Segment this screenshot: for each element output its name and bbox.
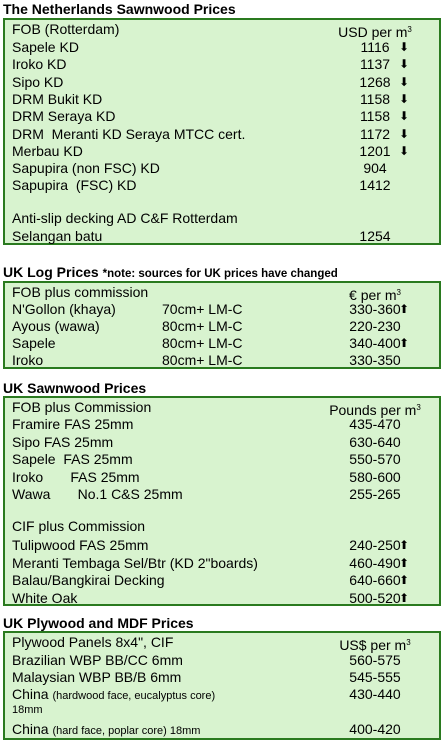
- nl-row-price: 1412: [359, 177, 391, 194]
- uksawn-row-name: Framire FAS 25mm: [12, 416, 134, 432]
- uklog-price-table: [3, 281, 441, 369]
- nl-row-name: Sapupira (FSC) KD: [12, 177, 137, 194]
- uksawn-cif-row: [5, 537, 439, 554]
- uklog-row-price: 330-360: [349, 301, 401, 317]
- uksawn-row-price: 435-470: [349, 416, 401, 432]
- arrow-up-icon: ⬆: [399, 555, 410, 570]
- uklog-row-spec: 80cm+ LM-C: [162, 318, 243, 334]
- nl-row-price: 1172: [359, 125, 391, 142]
- uklog-row-name: Sapele: [12, 335, 56, 351]
- ukply-row: [5, 669, 439, 686]
- uksawn-section-title: UK Sawnwood Prices: [3, 380, 147, 396]
- uksawn-price-table: [3, 396, 441, 606]
- uksawn-cif-row-price: 240-250: [349, 537, 401, 553]
- uksawn-header-right: Pounds per $m^3$: [329, 402, 421, 418]
- uklog-row: [5, 335, 439, 352]
- uklog-row-name: N'Gollon (khaya): [12, 301, 116, 317]
- uksawn-header-left: FOB plus Commission: [12, 399, 152, 415]
- arrow-down-icon: ⬇: [399, 126, 410, 141]
- nl-decking-label: Anti-slip decking AD C&F Rotterdam: [12, 210, 238, 226]
- nl-row-name: Sipo KD: [12, 73, 64, 90]
- ukply-china2-row: [5, 721, 439, 738]
- nl-row-price: 904: [363, 160, 387, 177]
- uksawn-row-name: Sapele FAS 25mm: [12, 451, 133, 467]
- uklog-row: [5, 301, 439, 318]
- ukply-row-price: 560-575: [349, 652, 401, 668]
- uklog-row-price: 220-230: [349, 318, 401, 334]
- uklog-row-spec: 80cm+ LM-C: [162, 352, 243, 368]
- ukply-header-left: Plywood Panels 8x4", CIF: [12, 634, 174, 650]
- uksawn-row-price: 255-265: [349, 486, 401, 502]
- nl-row-price: 1201: [359, 142, 391, 159]
- uksawn-row-name: Wawa No.1 C&S 25mm: [12, 486, 183, 502]
- arrow-up-icon: ⬆: [399, 538, 410, 552]
- nl-header-right: USD per $m^3$: [338, 24, 412, 40]
- nl-row: [5, 39, 439, 56]
- ukply-china2-name: China (hard face, poplar core) 18mm: [12, 721, 201, 737]
- nl-row-name: Sapupira (non FSC) KD: [12, 160, 160, 177]
- nl-header-left: FOB (Rotterdam): [12, 21, 120, 37]
- uksawn-cif-row: [5, 590, 439, 607]
- uksawn-row-name: Sipo FAS 25mm: [12, 433, 114, 450]
- uklog-header-right: € per $m^3$: [349, 287, 401, 303]
- arrow-down-icon: ⬇: [399, 74, 410, 89]
- uklog-row-name: Iroko: [12, 352, 44, 368]
- nl-row-name: Iroko KD: [12, 56, 67, 73]
- uksawn-row-name: Iroko FAS 25mm: [12, 468, 140, 485]
- ukply-china1-row: [5, 686, 439, 703]
- ukply-china1-price: 430-440: [349, 686, 401, 702]
- nl-row-name: DRM Seraya KD: [12, 108, 116, 125]
- uklog-row-spec: 80cm+ LM-C: [162, 335, 243, 351]
- arrow-up-icon: ⬆: [399, 302, 410, 316]
- uksawn-row-price: 580-600: [349, 468, 401, 485]
- uklog-row-spec: 70cm+ LM-C: [162, 301, 243, 317]
- uksawn-cif-row-name: Tulipwood FAS 25mm: [12, 537, 149, 553]
- arrow-up-icon: ⬆: [399, 573, 410, 587]
- uksawn-row: [5, 434, 439, 451]
- nl-row: [5, 74, 439, 91]
- ukply-china1-name: China (hardwood face, eucalyptus core): [12, 686, 216, 702]
- uksawn-row: [5, 451, 439, 468]
- uksawn-row: [5, 469, 439, 486]
- nl-row: [5, 56, 439, 73]
- uksawn-row-price: 550-570: [349, 451, 401, 467]
- nl-section-title: The Netherlands Sawnwood Prices: [3, 1, 236, 17]
- nl-row-price: 1268: [359, 73, 391, 90]
- ukply-row-name: Malaysian WBP BB/B 6mm: [12, 669, 182, 685]
- arrow-down-icon: ⬇: [399, 143, 410, 158]
- ukply-price-table: [3, 631, 441, 740]
- ukply-row-name: Brazilian WBP BB/CC 6mm: [12, 652, 183, 668]
- uksawn-cif-row: [5, 572, 439, 589]
- nl-row: [5, 126, 439, 143]
- arrow-down-icon: ⬇: [399, 40, 410, 54]
- nl-decking-name: Selangan batu: [12, 228, 103, 244]
- uksawn-row: [5, 416, 439, 433]
- nl-row-name: DRM Meranti KD Seraya MTCC cert.: [12, 125, 246, 142]
- uksawn-header-row: [5, 399, 439, 416]
- ukply-header-row: [5, 634, 439, 651]
- nl-row-price: 1158: [359, 90, 391, 107]
- uksawn-cif-row-price: 500-520: [349, 589, 401, 606]
- arrow-up-icon: ⬆: [399, 590, 410, 605]
- nl-row-price: 1137: [359, 56, 391, 73]
- uksawn-cif-row-name: White Oak: [12, 589, 78, 606]
- uksawn-row: [5, 486, 439, 503]
- arrow-down-icon: ⬇: [399, 91, 410, 106]
- ukply-row: [5, 652, 439, 669]
- uklog-row: [5, 318, 439, 335]
- nl-decking-row: [5, 228, 439, 245]
- nl-row-name: DRM Bukit KD: [12, 90, 103, 107]
- arrow-up-icon: ⬆: [399, 336, 410, 350]
- uklog-header-left: FOB plus commission: [12, 284, 149, 300]
- uksawn-cif-row-price: 460-490: [349, 554, 401, 571]
- ukply-row-price: 545-555: [349, 669, 401, 685]
- uklog-header-row: [5, 284, 439, 301]
- uklog-row-price: 330-350: [349, 352, 401, 368]
- uklog-note: *note: sources for UK prices have changed: [102, 268, 338, 280]
- nl-header-row: [5, 21, 439, 38]
- nl-row: [5, 177, 439, 194]
- nl-row: [5, 108, 439, 125]
- uklog-row-name: Ayous (wawa): [12, 318, 100, 334]
- nl-decking-price: 1254: [359, 228, 391, 244]
- nl-row-price: 1116: [360, 39, 390, 55]
- arrow-down-icon: ⬇: [399, 109, 410, 124]
- ukply-china2-price: 400-420: [349, 721, 401, 737]
- uksawn-row-price: 630-640: [349, 433, 401, 450]
- uklog-row: [5, 352, 439, 369]
- uklog-row-price: 340-400: [349, 335, 401, 351]
- nl-row: [5, 143, 439, 160]
- uksawn-cif-row-name: Meranti Tembaga Sel/Btr (KD 2"boards): [12, 554, 258, 571]
- ukply-header-right: US$ per $m^3$: [339, 637, 411, 653]
- nl-row-name: Merbau KD: [12, 142, 83, 159]
- nl-row: [5, 160, 439, 177]
- ukply-china1-thickness: 18mm: [12, 704, 43, 716]
- uksawn-cif-row-price: 640-660: [349, 572, 401, 588]
- nl-row-name: Sapele KD: [12, 39, 79, 55]
- uksawn-cif-row-name: Balau/Bangkirai Decking: [12, 572, 165, 588]
- arrow-down-icon: ⬇: [399, 57, 410, 72]
- uksawn-cif-label: CIF plus Commission: [12, 518, 146, 534]
- uksawn-cif-row: [5, 555, 439, 572]
- nl-row: [5, 91, 439, 108]
- nl-price-table: [3, 18, 441, 245]
- uklog-section-title: UK Log Prices *note: sources for UK prices have changed: [3, 264, 338, 280]
- nl-row-price: 1158: [359, 108, 391, 125]
- ukply-section-title: UK Plywood and MDF Prices: [3, 615, 194, 631]
